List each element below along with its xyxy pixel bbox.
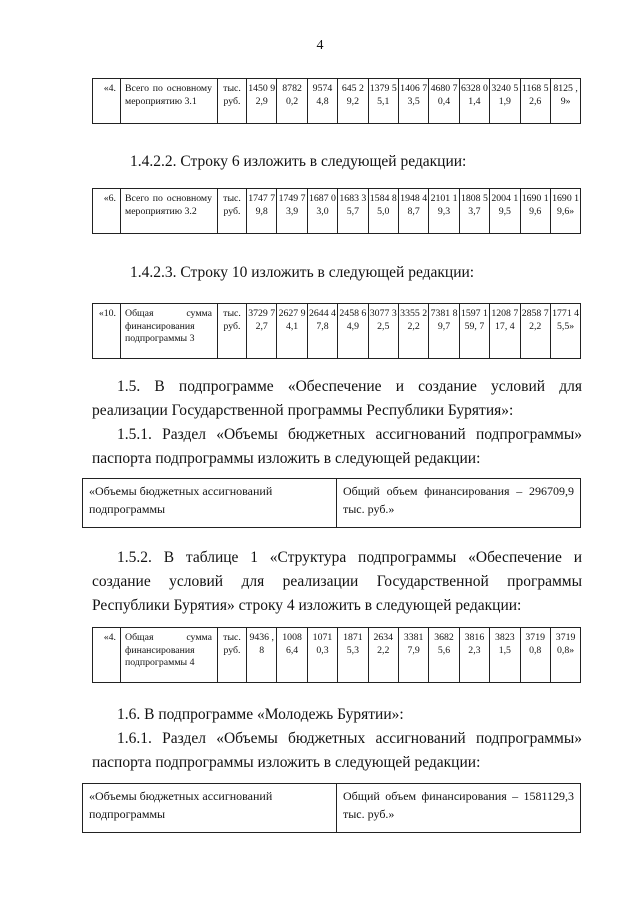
row-number: «4. <box>93 79 121 124</box>
table-row <box>83 479 581 528</box>
value-cell: 3077 32,5 <box>368 304 398 359</box>
value-cell: 3240 51,9 <box>490 79 520 124</box>
paragraph-1-6-1: 1.6.1. Раздел «Объемы бюджетных ассигнований подпрограммы» паспорта подпрограммы изложить в следующей редакции: <box>92 730 582 771</box>
value-cell: 6328 01,4 <box>459 79 489 124</box>
value-cell: 3381 7,9 <box>398 628 428 683</box>
value-cell: 3823 1,5 <box>490 628 520 683</box>
value-cell: 9436 ,8 <box>247 628 277 683</box>
value-cell: 8125 ,9» <box>550 79 580 124</box>
value-cell: 1406 73,5 <box>398 79 428 124</box>
value-cell: 645 29,2 <box>338 79 368 124</box>
value-cell: 2004 19,5 <box>490 189 520 234</box>
passport-label: «Объемы бюджетных ассигнований подпрограммы <box>83 479 337 528</box>
row-unit: тыс. руб. <box>218 304 247 359</box>
paragraph-1-5-1: 1.5.1. Раздел «Объемы бюджетных ассигнований подпрограммы» паспорта подпрограммы изложить в следующей редакции: <box>92 426 582 467</box>
value-cell: 3355 22,2 <box>398 304 428 359</box>
value-cell: 3729 72,7 <box>247 304 277 359</box>
row-description: Всего по основному мероприятию 3.2 <box>121 189 218 234</box>
value-cell: 1687 03,0 <box>307 189 337 234</box>
page-number: 4 <box>316 38 324 53</box>
value-cell: 1747 79,8 <box>247 189 277 234</box>
paragraph-1-4-2-2: 1.4.2.2. Строку 6 изложить в следующей редакции: <box>130 153 467 170</box>
value-cell: 1771 45,5» <box>550 304 580 359</box>
table-row-4b <box>92 627 581 683</box>
value-cell: 1597 159, 7 <box>459 304 489 359</box>
passport-value: Общий объем финансирования – 296709,9 тыс. руб.» <box>337 479 581 528</box>
value-cell: 1208 717, 4 <box>490 304 520 359</box>
value-cell: 1008 6,4 <box>277 628 307 683</box>
value-cell: 2458 64,9 <box>338 304 368 359</box>
table-row <box>83 784 581 833</box>
value-cell: 1683 35,7 <box>338 189 368 234</box>
table-row <box>93 189 581 234</box>
value-cell: 1808 53,7 <box>459 189 489 234</box>
value-cell: 2627 94,1 <box>277 304 307 359</box>
table-row-10 <box>92 303 581 359</box>
value-cell: 9574 4,8 <box>307 79 337 124</box>
value-cell: 3719 0,8 <box>520 628 550 683</box>
table-row <box>93 628 581 683</box>
value-cell: 2101 19,3 <box>429 189 459 234</box>
value-cell: 1379 55,1 <box>368 79 398 124</box>
paragraph-1-5: 1.5. В подпрограмме «Обеспечение и создание условий для реализации Государственной программы Республики Бурятия»: <box>92 378 582 419</box>
row-unit: тыс. руб. <box>218 189 247 234</box>
table-row <box>93 79 581 124</box>
value-cell: 1749 73,9 <box>277 189 307 234</box>
value-cell: 2634 2,2 <box>368 628 398 683</box>
value-cell: 1690 19,6 <box>520 189 550 234</box>
passport-table-2 <box>82 783 581 833</box>
passport-table-1 <box>82 478 581 528</box>
passport-label: «Объемы бюджетных ассигнований подпрограммы <box>83 784 337 833</box>
row-number: «6. <box>93 189 121 234</box>
value-cell: 1871 5,3 <box>338 628 368 683</box>
value-cell: 1690 19,6» <box>550 189 580 234</box>
paragraph-1-5-2: 1.5.2. В таблице 1 «Структура подпрограммы «Обеспечение и создание условий для реализации Государственной программы Республики Бурятия» строку 4 изложить в следующей редакции: <box>92 549 582 614</box>
value-cell: 3682 5,6 <box>429 628 459 683</box>
value-cell: 8782 0,2 <box>277 79 307 124</box>
value-cell: 3816 2,3 <box>459 628 489 683</box>
value-cell: 1948 48,7 <box>398 189 428 234</box>
row-unit: тыс. руб. <box>218 79 247 124</box>
row-description: Всего по основному мероприятию 3.1 <box>121 79 218 124</box>
table-row-6 <box>92 188 581 234</box>
value-cell: 1450 92,9 <box>247 79 277 124</box>
value-cell: 1168 52,6 <box>520 79 550 124</box>
value-cell: 7381 89,7 <box>429 304 459 359</box>
value-cell: 2858 72,2 <box>520 304 550 359</box>
row-number: «4. <box>93 628 121 683</box>
value-cell: 1584 85,0 <box>368 189 398 234</box>
table-row-4 <box>92 78 581 124</box>
row-unit: тыс. руб. <box>218 628 247 683</box>
row-description: Общая сумма финансирования подпрограммы 3 <box>121 304 218 359</box>
table-row <box>93 304 581 359</box>
value-cell: 2644 47,8 <box>307 304 337 359</box>
paragraph-1-4-2-3: 1.4.2.3. Строку 10 изложить в следующей редакции: <box>130 264 475 281</box>
passport-value: Общий объем финансирования – 1581129,3 тыс. руб.» <box>337 784 581 833</box>
value-cell: 1071 0,3 <box>307 628 337 683</box>
row-description: Общая сумма финансирования подпрограммы 4 <box>121 628 218 683</box>
paragraph-1-6: 1.6. В подпрограмме «Молодежь Бурятии»: <box>117 706 404 723</box>
row-number: «10. <box>93 304 121 359</box>
value-cell: 4680 70,4 <box>429 79 459 124</box>
value-cell: 3719 0,8» <box>550 628 580 683</box>
